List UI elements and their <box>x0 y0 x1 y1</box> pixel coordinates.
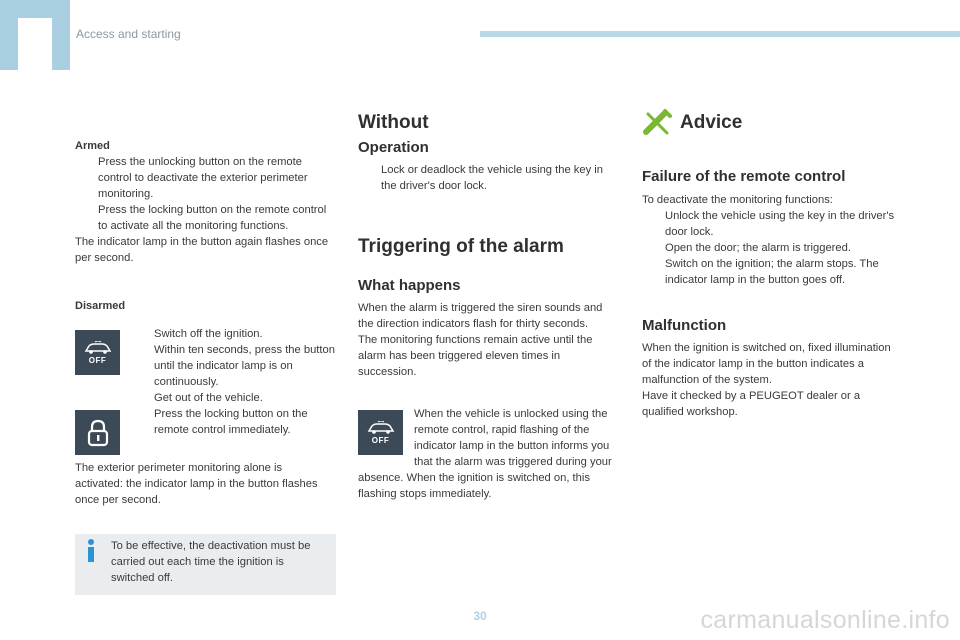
exterior-note: The exterior perimeter monitoring alone is activated: the indicator lamp in the button flashes once per second. <box>75 462 318 506</box>
failure-section: To deactivate the monitoring functions: Unlock the vehicle using the key in the driver's door lock. Open the door; the alarm is triggered. Switch on the ignition; the alarm stops. The indicator lamp in the button goes off. <box>642 192 907 288</box>
alarm-off-icon: OFF <box>75 330 120 375</box>
list-item: Unlock the vehicle using the key in the driver's door lock. <box>665 210 895 238</box>
malfunction-text: When the ignition is switched on, fixed illumination of the indicator lamp in the button indicates a malfunction of the system. Have it checked by a PEUGEOT dealer or a qualified workshop. <box>642 342 891 418</box>
alarm-off-icon: OFF <box>358 410 403 455</box>
without-title: Without <box>358 112 429 133</box>
list-item: Press the locking button on the remote control to activate all the monitoring functions. <box>98 204 327 232</box>
malfunction-title: Malfunction <box>642 317 727 334</box>
list-item: Open the door; the alarm is triggered. <box>665 242 851 254</box>
list-item: Within ten seconds, press the button until the indicator lamp is on continuously. <box>154 344 335 388</box>
advice-tools-icon <box>643 108 673 136</box>
corner-tab <box>0 0 70 70</box>
info-icon <box>84 538 98 564</box>
section-title: Access and starting <box>76 27 181 41</box>
armed-note: The indicator lamp in the button again flashes once per second. <box>75 236 329 264</box>
failure-title: Failure of the remote control <box>642 168 846 185</box>
disarmed-list <box>131 326 336 438</box>
disarmed-heading: Disarmed <box>75 300 126 312</box>
advice-title: Advice <box>680 112 743 133</box>
list-item: Press the unlocking button on the remote control to deactivate the exterior perimeter monitoring. <box>98 156 308 200</box>
list-item: Switch on the ignition; the alarm stops. The indicator lamp in the button goes off. <box>665 258 879 286</box>
list-item: Lock or deadlock the vehicle using the key in the driver's door lock. <box>381 164 604 192</box>
what-happens-title: What happens <box>358 277 461 294</box>
what-happens-text: When the alarm is triggered the siren sounds and the direction indicators flash for thirty seconds. The monitoring functions remain active until the alarm has been triggered eleven times in succession. <box>358 302 603 378</box>
watermark: carmanualsonline.info <box>700 606 950 634</box>
armed-heading: Armed <box>75 140 110 152</box>
triggering-title: Triggering of the alarm <box>358 236 564 257</box>
unlock-note: When the vehicle is unlocked using the remote control, rapid flashing of the indicator lamp in the button informs you that the alarm was triggered during your absence. When the ignition is switched on, this flashing stops immediately. <box>358 408 612 500</box>
header-rule <box>480 31 960 37</box>
info-text: To be effective, the deactivation must be carried out each time the ignition is switched off. <box>111 540 311 584</box>
list-item: Press the locking button on the remote control immediately. <box>154 408 308 436</box>
list-item: Get out of the vehicle. <box>154 392 263 404</box>
operation-list <box>358 162 620 194</box>
armed-section <box>75 138 337 266</box>
list-item: Switch off the ignition. <box>154 328 263 340</box>
page-number: 30 <box>473 609 487 623</box>
padlock-icon <box>75 410 120 455</box>
operation-title: Operation <box>358 139 429 156</box>
